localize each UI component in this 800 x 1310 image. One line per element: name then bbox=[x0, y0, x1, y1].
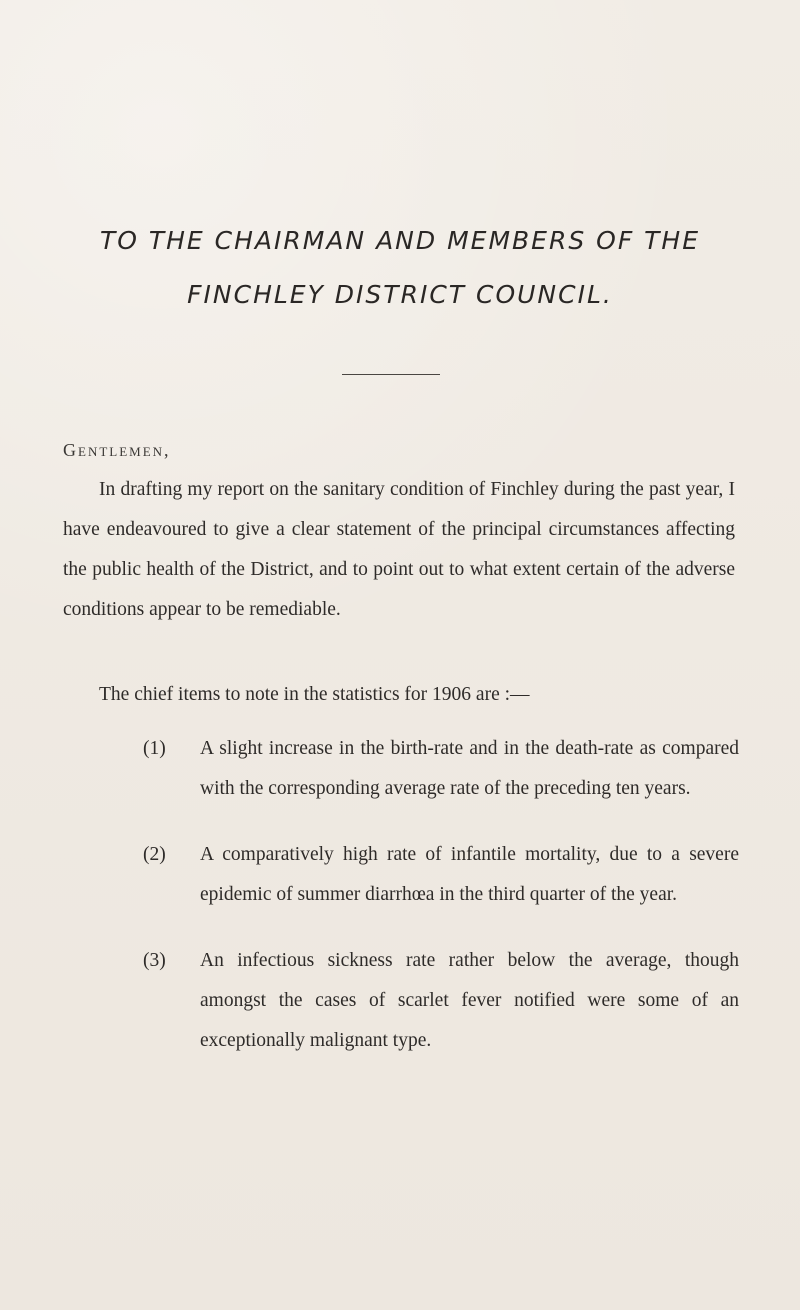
list-item-text: An infectious sickness rate rather below the average, though amongst the cases of scarlet fever notified were some of an exceptionally malignant type. bbox=[200, 950, 739, 1051]
list-item bbox=[143, 941, 739, 1061]
list-item-text: A slight increase in the birth-rate and in the death-rate as compared with the corresponding average rate of the preceding ten years. bbox=[200, 738, 739, 799]
heading-line-1: TO THE CHAIRMAN AND MEMBERS OF THE bbox=[99, 226, 701, 255]
opening-paragraph: In drafting my report on the sanitary condition of Finchley during the past year, I have endeavoured to give a clear statement of the principal circumstances affecting the public health of the District, and to point out to what extent certain of the adverse conditions appear to be remediable. bbox=[63, 479, 735, 620]
statistics-list bbox=[143, 729, 739, 1087]
list-item bbox=[143, 729, 739, 809]
list-item-number: (2) bbox=[143, 844, 166, 865]
list-item-text: A comparatively high rate of infantile mortality, due to a severe epidemic of summer diarrhœa in the third quarter of the year. bbox=[200, 844, 739, 905]
divider-rule bbox=[342, 374, 440, 375]
list-item-number: (1) bbox=[143, 738, 166, 759]
heading-line-2: FINCHLEY DISTRICT COUNCIL. bbox=[187, 280, 613, 309]
salutation: Gentlemen, bbox=[63, 440, 171, 460]
list-item-number: (3) bbox=[143, 950, 166, 971]
items-intro: The chief items to note in the statistics for 1906 are :— bbox=[99, 684, 530, 705]
list-item bbox=[143, 835, 739, 915]
